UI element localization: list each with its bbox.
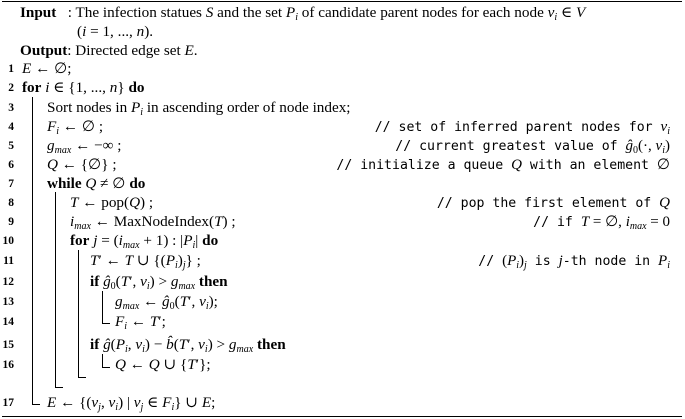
algo-line-4: 4 $F_i$ ← ∅ ; // set of inferred parent nodes for $v_i$ [2,117,682,137]
input-label: Input [20,4,57,21]
algorithm-box [2,0,682,418]
algo-line-6: 6 Q ← {∅} ; // initialize a queue Q with an element ∅ [2,155,682,175]
input-line-2: (i = 1, ..., n). [77,23,154,40]
algo-line-12: 12 if $ĝ_0(T'$, $v_i) > g_{max}$ then [2,273,228,292]
comment-11: // $(P_i)_j$ is j-th node in $P_i$ [478,253,670,271]
algo-line-17: 17 E ← {($v_j$, $v_i$) | $v_j$ ∈ $F_i$} ∪ E; [2,394,216,413]
inner-for-block-end [78,377,86,378]
line-number: 6 [8,159,14,171]
algo-line-8: 8 T ← pop(Q) ; // pop the first element of Q [2,193,682,213]
comment-6: // initialize a queue Q with an element ∅ [336,157,670,173]
inner-for-block-bar [78,250,79,377]
line-number: 15 [2,339,14,351]
line-number: 9 [8,216,14,228]
line-number: 4 [8,121,14,133]
line-number: 7 [8,178,14,190]
line-number: 12 [2,276,14,288]
algo-line-5: 5 $g_{max}$ ← −∞ ; // current greatest value of $ĝ_0(\cdot$, $v_i$) [2,136,682,156]
algo-line-7: 7 while Q ≠ ∅ do [2,174,682,194]
output-label: Output [20,42,68,59]
line-number: 17 [2,397,14,409]
for-block-bar [32,97,33,404]
bottom-rule [2,416,682,417]
algo-line-10: 10 for $j = (i_{max} + 1)$ : $|P_i|$ do [2,232,219,251]
line-number: 3 [8,102,14,114]
if2-block-bar [102,354,103,367]
input-line: Input : The infection statues S and the set $P_i$ of candidate parent nodes for each node $v_i$ ∈ V [20,4,586,23]
line-number: 5 [8,140,14,152]
line-number: 8 [8,197,14,209]
if1-block-bar [102,291,103,323]
comment-9: // if T = ∅, $i_{max} = 0$ [533,214,670,232]
if1-block-end [102,323,110,324]
if2-block-end [102,367,110,368]
algo-line-16: 16 Q ← Q ∪ {T′}; [2,356,211,373]
for-block-end [32,404,40,405]
algo-line-1: 1 E ← ∅; [2,59,682,79]
algo-line-11: 11 T′ ← T ∪ $\{(P_i)_j\}$ ; // $(P_i)_j$ is j-th node in $P_i$ [3,252,670,271]
comment-8: // pop the first element of Q [436,195,670,211]
algo-line-15: 15 if $ĝ(P_i$, $v_i$) − b̂(T′, $v_i) > g_{max}$ then [2,336,286,355]
line-number: 2 [8,82,14,94]
line-number: 11 [3,255,14,267]
algo-line-14: 14 $F_i$ ← T′; [2,313,166,332]
line-number: 10 [2,235,14,247]
algo-line-13: 13 $g_{max}$ ← $ĝ_0(T'$, $v_i$); [2,293,218,312]
line-number: 14 [2,316,14,328]
algo-line-2: 2 for i ∈ {1, ..., n} do [2,78,682,98]
comment-5: // current greatest value of $ĝ_0(\cdot$, $v_i$) [395,138,670,156]
algo-line-3: 3 Sort nodes in $P_i$ in ascending order of node index; [2,98,682,118]
while-block-bar [55,192,56,387]
while-block-end [55,387,63,388]
comment-4: // set of inferred parent nodes for $v_i$ [374,119,670,137]
line-number: 16 [2,359,14,371]
line-number: 1 [8,63,14,75]
algo-line-9: 9 $i_{max}$ ← MaxNodeIndex(T) ; // if T = ∅, $i_{max} = 0$ [2,212,682,232]
output-line: Output: Directed edge set E. [20,42,198,59]
line-number: 13 [2,296,14,308]
